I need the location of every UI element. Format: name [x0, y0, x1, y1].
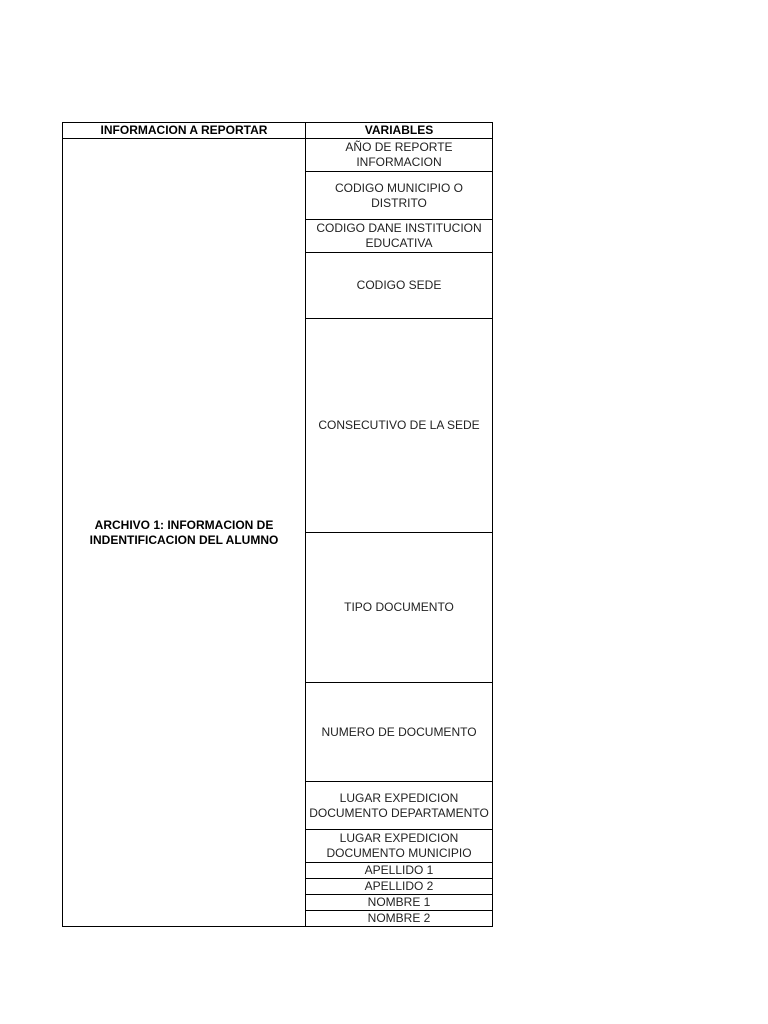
- variable-cell: CODIGO MUNICIPIO O DISTRITO: [306, 172, 493, 220]
- table-header-row: [63, 123, 493, 139]
- variable-cell: CONSECUTIVO DE LA SEDE: [306, 319, 493, 533]
- group-label: ARCHIVO 1: INFORMACION DE INDENTIFICACION DEL ALUMNO: [89, 517, 279, 547]
- group-label-cell: [63, 139, 306, 927]
- variable-cell: TIPO DOCUMENTO: [306, 533, 493, 683]
- variable-cell: CODIGO DANE INSTITUCION EDUCATIVA: [306, 220, 493, 253]
- variable-cell: NUMERO DE DOCUMENTO: [306, 683, 493, 782]
- variables-table: [62, 122, 493, 927]
- variable-cell: APELLIDO 2: [306, 879, 493, 895]
- table-row: [63, 139, 493, 172]
- variable-cell: CODIGO SEDE: [306, 253, 493, 319]
- variable-cell: LUGAR EXPEDICION DOCUMENTO MUNICIPIO: [306, 830, 493, 863]
- variable-cell: APELLIDO 1: [306, 863, 493, 879]
- variable-cell: LUGAR EXPEDICION DOCUMENTO DEPARTAMENTO: [306, 782, 493, 830]
- header-informacion-a-reportar: INFORMACION A REPORTAR: [63, 123, 306, 139]
- variable-cell: NOMBRE 2: [306, 911, 493, 927]
- header-variables: VARIABLES: [306, 123, 493, 139]
- variable-cell: NOMBRE 1: [306, 895, 493, 911]
- variable-cell: AÑO DE REPORTE INFORMACION: [306, 139, 493, 172]
